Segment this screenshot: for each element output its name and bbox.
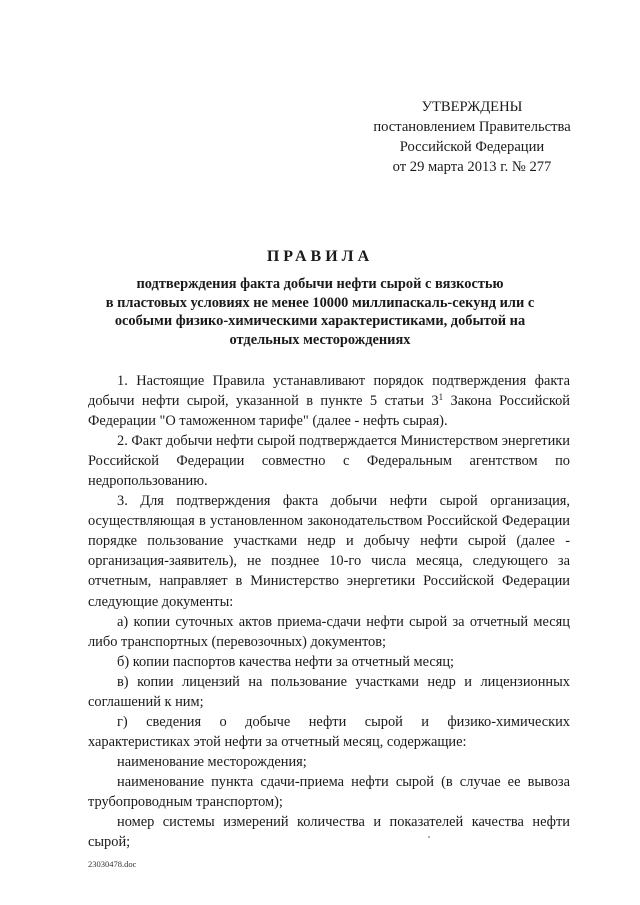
- approval-line-3: от 29 марта 2013 г. № 277: [392, 159, 552, 175]
- approval-stamp: [352, 97, 592, 177]
- file-code: 23030478.doc: [88, 859, 137, 869]
- list-item-c: в) копии лицензий на пользование участками недр и лицензионных соглашений к ним;: [88, 673, 570, 710]
- scan-speck: [428, 836, 430, 838]
- paragraph-1-text: 1. Настоящие Правила устанавливают порядок подтверждения факта добычи нефти сырой, указанной в пункте 5 статьи 3: [88, 373, 570, 410]
- paragraph-3: 3. Для подтверждения факта добычи нефти сырой организация, осуществляющая в установленном законодательством Российской Федерации порядке пользование участками недр и добычу нефти сырой (далее - организация-заявитель), не позднее 10-го числа месяца, следующего за отчетным, направляет в Министерство энергетики Российской Федерации следующие документы:: [88, 493, 570, 610]
- approval-heading: УТВЕРЖДЕНЫ: [421, 99, 523, 115]
- list-subitem: номер системы измерений количества и показателей качества нефти сырой;: [88, 814, 570, 851]
- paragraph-2: 2. Факт добычи нефти сырой подтверждается Министерством энергетики Российской Федерации совместно с Федеральным агентством по недропользованию.: [88, 433, 570, 490]
- subtitle-line: особыми физико-химическими характеристиками, добытой на: [114, 313, 526, 329]
- list-item-d: г) сведения о добыче нефти сырой и физико-химических характеристиках этой нефти за отчетный месяц, содержащие:: [88, 713, 570, 750]
- paragraph-1: [88, 371, 570, 431]
- document-body: [88, 371, 570, 852]
- subtitle-line: подтверждения факта добычи нефти сырой с вязкостью: [136, 276, 504, 292]
- list-item-b: б) копии паспортов качества нефти за отчетный месяц;: [117, 653, 455, 670]
- paragraph-1-text-end: Закона Российской Федерации "О таможенном тарифе" (далее - нефть сырая).: [88, 393, 570, 430]
- approval-line-2: Российской Федерации: [399, 139, 545, 155]
- document-subtitle: [60, 275, 580, 349]
- list-item-a: а) копии суточных актов приема-сдачи нефти сырой за отчетный месяц либо транспортных (перевозочных) документов;: [88, 613, 570, 650]
- subtitle-line: в пластовых условиях не менее 10000 миллипаскаль-секунд или с: [105, 294, 535, 311]
- footnote-superscript: 1: [438, 392, 444, 403]
- approval-line-1: постановлением Правительства: [373, 119, 571, 135]
- subtitle-line: отдельных месторождениях: [229, 331, 411, 348]
- document-title: ПРАВИЛА: [266, 248, 374, 265]
- list-subitem: наименование месторождения;: [117, 753, 307, 770]
- list-subitem: наименование пункта сдачи-приема нефти сырой (в случае ее вывоза трубопроводным транспортом);: [88, 773, 570, 810]
